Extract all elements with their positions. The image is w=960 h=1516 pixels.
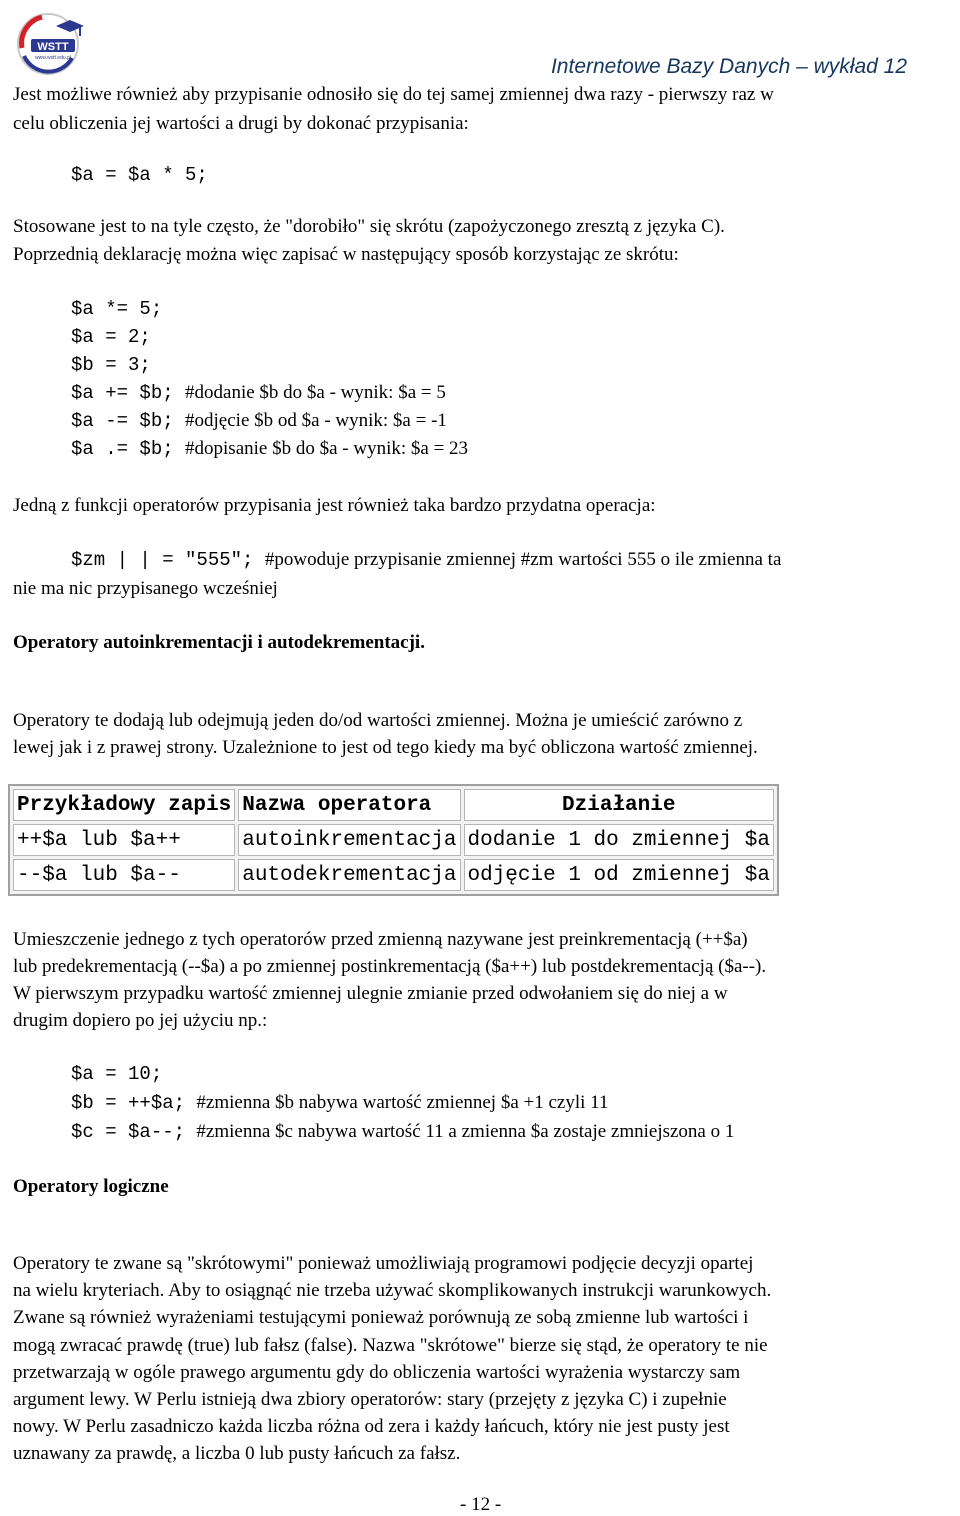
section-heading: Operatory autoinkrementacji i autodekrementacji. xyxy=(13,632,425,653)
table-row xyxy=(13,859,774,891)
code-line: $a = $a * 5; xyxy=(71,164,208,186)
code-line: $b = 3; xyxy=(71,354,151,376)
operators-table xyxy=(8,784,779,896)
table-cell: odjęcie 1 od zmiennej $a xyxy=(464,859,774,891)
paragraph-line: drugim dopiero po jej użyciu np.: xyxy=(13,1010,268,1031)
paragraph-line: nie ma nic przypisanego wcześniej xyxy=(13,578,278,599)
table-header-cell: Przykładowy zapis xyxy=(13,789,235,821)
paragraph-line: nowy. W Perlu zasadniczo każda liczba różna od zera i każdy łańcuch, który nie jest pusty jest xyxy=(13,1416,730,1437)
table-cell: autodekrementacja xyxy=(238,859,460,891)
paragraph-line: Operatory te zwane są "skrótowymi" ponieważ umożliwiają programowi podjęcie decyzji opartej xyxy=(13,1253,754,1274)
paragraph-line: na wielu kryteriach. Aby to osiągnąć nie trzeba używać skomplikowanych instrukcji warunkowych. xyxy=(13,1280,772,1301)
course-title: Internetowe Bazy Danych – wykład 12 xyxy=(550,55,907,78)
paragraph-line: Jest możliwe również aby przypisanie odnosiło się do tej samej zmiennej dwa razy - pierwszy raz w xyxy=(13,84,774,105)
table-header-row xyxy=(13,789,774,821)
paragraph-line: argument lewy. W Perlu istnieją dwa zbiory operatorów: stary (przejęty z języka C) i zupełnie xyxy=(13,1389,727,1410)
code-line: $b = ++$a; #zmienna $b nabywa wartość zmiennej $a +1 czyli 11 xyxy=(71,1092,609,1114)
wstt-logo xyxy=(12,8,86,76)
code-line: $a = 10; xyxy=(71,1063,163,1085)
page-number: - 12 - xyxy=(460,1494,502,1515)
paragraph-line: celu obliczenia jej wartości a drugi by dokonać przypisania: xyxy=(13,113,469,134)
paragraph-line: Operatory te dodają lub odejmują jeden do/od wartości zmiennej. Można je umieścić zarówno z xyxy=(13,710,743,731)
code-line: $a += $b; #dodanie $b do $a - wynik: $a = 5 xyxy=(71,382,446,404)
paragraph-line: przetwarzają w ogóle prawego argumentu gdy do obliczenia wartości wyrażenia wystarczy sam xyxy=(13,1362,741,1383)
paragraph-line: Stosowane jest to na tyle często, że "dorobiło" się skrótu (zapożyczonego zresztą z języka C). xyxy=(13,216,725,237)
table-header-cell: Nazwa operatora xyxy=(238,789,460,821)
code-line: $c = $a--; #zmienna $c nabywa wartość 11 a zmienna $a zostaje zmniejszona o 1 xyxy=(71,1121,735,1143)
section-heading: Operatory logiczne xyxy=(13,1176,169,1197)
paragraph-line: Jedną z funkcji operatorów przypisania jest również taka bardzo przydatna operacja: xyxy=(13,495,656,516)
code-line: $zm | | = "555"; #powoduje przypisanie zmiennej #zm wartości 555 o ile zmienna ta xyxy=(71,549,782,571)
code-line: $a .= $b; #dopisanie $b do $a - wynik: $a = 23 xyxy=(71,438,469,460)
logo-text: WSTT xyxy=(37,41,69,53)
paragraph-line: W pierwszym przypadku wartość zmiennej ulegnie zmianie przed odwołaniem się do niej a w xyxy=(13,983,728,1004)
table-cell: dodanie 1 do zmiennej $a xyxy=(464,824,774,856)
paragraph-line: mogą zwracać prawdę (true) lub fałsz (false). Nazwa "skrótowe" bierze się stąd, że operatory te nie xyxy=(13,1335,768,1356)
paragraph-line: lub predekrementacją (--$a) a po zmiennej postinkrementacją ($a++) lub postdekrementacją ($a--). xyxy=(13,956,767,977)
table-cell: ++$a lub $a++ xyxy=(13,824,235,856)
table-row xyxy=(13,824,774,856)
table-cell: --$a lub $a-- xyxy=(13,859,235,891)
code-line: $a *= 5; xyxy=(71,298,163,320)
paragraph-line: Poprzednią deklarację można więc zapisać w następujący sposób korzystając ze skrótu: xyxy=(13,244,679,265)
paragraph-line: lewej jak i z prawej strony. Uzależnione to jest od tego kiedy ma być obliczona wartość zmiennej. xyxy=(13,737,758,758)
table-header-cell: Działanie xyxy=(464,789,774,821)
paragraph-line: Zwane są również wyrażeniami testującymi ponieważ porównują ze sobą zmienne lub wartości i xyxy=(13,1307,749,1328)
table-cell: autoinkrementacja xyxy=(238,824,460,856)
paragraph-line: Umieszczenie jednego z tych operatorów przed zmienną nazywane jest preinkrementacją (++$a) xyxy=(13,929,748,950)
paragraph-line: uznawany za prawdę, a liczba 0 lub pusty łańcuch za fałsz. xyxy=(13,1443,461,1464)
code-line: $a -= $b; #odjęcie $b od $a - wynik: $a = -1 xyxy=(71,410,447,432)
logo-subtext: www.wstt.edu.pl xyxy=(35,55,71,61)
code-line: $a = 2; xyxy=(71,326,151,348)
